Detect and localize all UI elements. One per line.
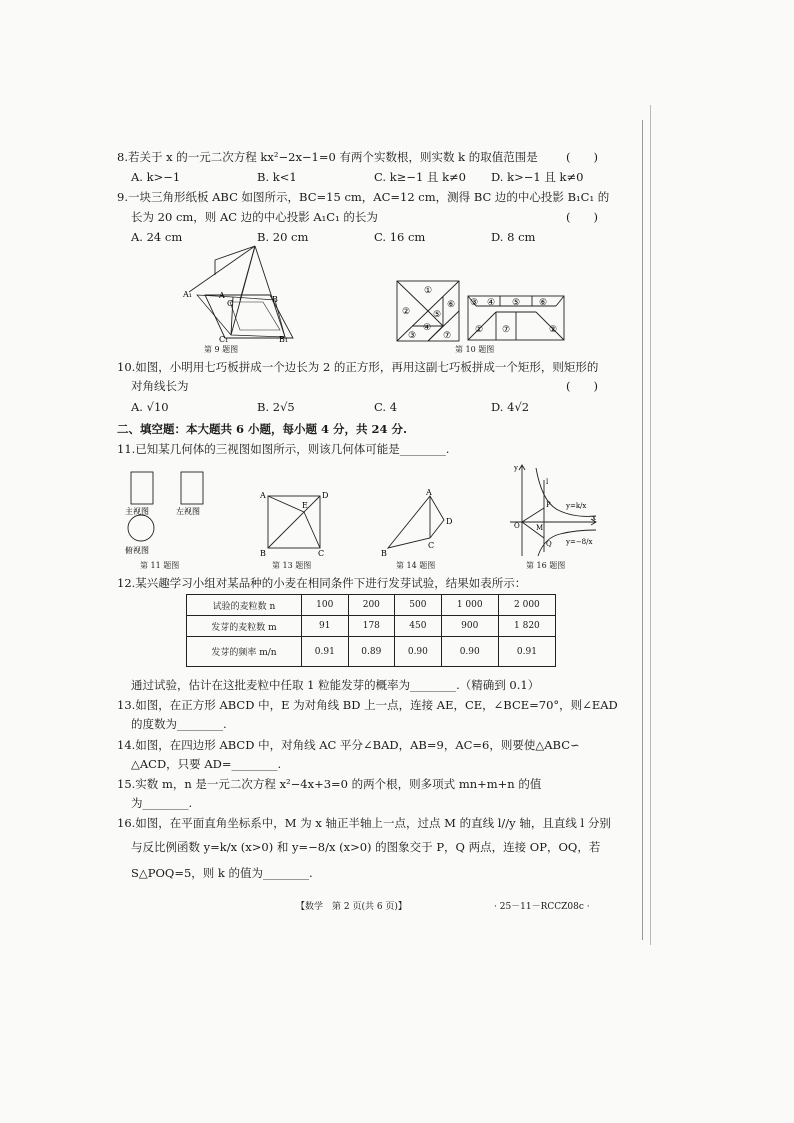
table-cell: 0.89 — [348, 637, 395, 667]
q8-option-b: B. k<1 — [257, 170, 297, 184]
q9-option-c: C. 16 cm — [374, 230, 426, 244]
q13-label-a: A — [260, 491, 266, 500]
q16-line1: 16.如图，在平面直角坐标系中，M 为 x 轴正半轴上一点，过点 M 的直线 l//y 轴，且直线 l 分别 — [117, 816, 611, 830]
q13-label-c: C — [318, 549, 325, 558]
table-cell: 450 — [395, 616, 442, 637]
q13-figure — [256, 488, 336, 558]
q14-line2: △ACD，只要 AD=________. — [131, 757, 282, 771]
q10-line2: 对角线长为 — [131, 379, 189, 393]
q10-left-piece-1: ① — [424, 286, 433, 296]
q14-line1: 14.如图，在四边形 ABCD 中，对角线 AC 平分∠BAD，AB=9，AC=6，则要使△ABC∽ — [117, 738, 580, 752]
section-fill-in-title: 二、填空题：本大题共 6 小题，每小题 4 分，共 24 分. — [117, 422, 408, 436]
table-cell: 1 820 — [498, 616, 555, 637]
q9-label-b1: B₁ — [279, 335, 289, 344]
table-row — [187, 595, 556, 616]
table-cell: 900 — [441, 616, 498, 637]
q11-top-view-label: 俯视图 — [125, 546, 149, 555]
table-row — [187, 637, 556, 667]
q12-table — [186, 594, 556, 667]
q9-caption: 第 9 题图 — [204, 345, 239, 354]
q16-label-p: P — [546, 501, 551, 509]
q13-line1: 13.如图，在正方形 ABCD 中，E 为对角线 BD 上一点，连接 AE，CE，∠BCE=70°，则∠EAD — [117, 698, 618, 712]
q15-line2: 为________. — [131, 796, 193, 810]
q16-label-o: O — [514, 522, 520, 530]
q10-left-piece-3: ③ — [408, 331, 417, 341]
q8-stem: 8.若关于 x 的一元二次方程 kx²−2x−1=0 有两个实数根，则实数 k 的取值范围是 — [117, 150, 538, 164]
scan-edge-line — [650, 105, 651, 945]
table-row-head: 试验的麦粒数 n — [187, 595, 302, 616]
q16-function-2: y=−8/x — [566, 538, 593, 546]
q11-text: 11.已知某几何体的三视图如图所示，则该几何体可能是________. — [117, 442, 450, 456]
table-row — [187, 616, 556, 637]
q16-label-m: M — [536, 524, 544, 532]
q11-caption: 第 11 题图 — [140, 561, 180, 570]
q9-figure — [175, 240, 300, 352]
q15-line1: 15.实数 m，n 是一元二次方程 x²−4x+3=0 的两个根，则多项式 mn+m+n 的值 — [117, 777, 542, 791]
q13-line2: 的度数为________. — [131, 717, 227, 731]
q10-paren: ( ) — [566, 379, 598, 393]
q10-left-piece-5: ⑤ — [433, 310, 442, 320]
q16-function-1: y=k/x — [566, 502, 587, 510]
q10-option-d: D. 4√2 — [491, 400, 530, 414]
table-cell: 0.90 — [441, 637, 498, 667]
q8-option-c: C. k≥−1 且 k≠0 — [374, 170, 466, 184]
q13-label-b: B — [260, 549, 266, 558]
q9-option-a: A. 24 cm — [131, 230, 183, 244]
table-cell: 0.91 — [302, 637, 349, 667]
table-row-head: 发芽的频率 m/n — [187, 637, 302, 667]
table-cell: 0.91 — [498, 637, 555, 667]
q16-line2: 与反比例函数 y=k/x (x>0) 和 y=−8/x (x>0) 的图象交于 P，Q 两点，连接 OP，OQ，若 — [131, 840, 601, 854]
q9-paren: ( ) — [566, 210, 598, 224]
q14-caption: 第 14 题图 — [396, 561, 436, 570]
q10-caption: 第 10 题图 — [455, 345, 495, 354]
q10-right-piece-6: ⑥ — [539, 298, 548, 308]
q14-label-b: B — [381, 549, 387, 558]
q10-right-piece-3: ③ — [470, 298, 479, 308]
q9-label-c1: C₁ — [219, 335, 229, 344]
q10-right-piece-5: ⑤ — [512, 298, 521, 308]
q16-label-l: l — [546, 478, 549, 486]
q14-label-d: D — [446, 517, 453, 526]
q8-paren: ( ) — [566, 150, 598, 164]
q11-left-view-label: 左视图 — [176, 507, 200, 516]
q9-line2: 长为 20 cm，则 AC 边的中心投影 A₁C₁ 的长为 — [131, 210, 378, 224]
page-footer: 【数学 第 2 页(共 6 页)】 — [296, 902, 407, 912]
q16-figure — [508, 462, 600, 560]
q14-label-c: C — [428, 541, 435, 550]
q11-front-view-label: 主视图 — [125, 507, 149, 516]
page-code: · 25－11－RCCZ08c · — [494, 902, 590, 912]
q8-option-a: A. k>−1 — [131, 170, 181, 184]
q10-right-piece-4: ④ — [487, 298, 496, 308]
q9-label-c: C — [227, 299, 234, 308]
q10-option-c: C. 4 — [374, 400, 398, 414]
table-cell: 0.90 — [395, 637, 442, 667]
q9-label-a: A — [219, 291, 225, 300]
q9-label-a1: A₁ — [183, 290, 192, 299]
q12-stem: 12.某兴趣学习小组对某品种的小麦在相同条件下进行发芽试验，结果如表所示： — [117, 576, 527, 590]
table-cell: 1 000 — [441, 595, 498, 616]
q16-caption: 第 16 题图 — [526, 561, 566, 570]
table-cell: 178 — [348, 616, 395, 637]
q9-option-d: D. 8 cm — [491, 230, 536, 244]
q13-label-d: D — [322, 491, 329, 500]
table-cell: 200 — [348, 595, 395, 616]
q10-right-piece-2: ② — [549, 325, 558, 335]
q10-option-a: A. √10 — [131, 400, 169, 414]
q9-label-b: B — [272, 295, 278, 304]
q13-caption: 第 13 题图 — [272, 561, 312, 570]
q10-line1: 10.如图，小明用七巧板拼成一个边长为 2 的正方形，再用这副七巧板拼成一个矩形，则矩形的 — [117, 360, 599, 374]
q10-right-piece-7: ⑦ — [502, 325, 511, 335]
q10-figure — [396, 280, 566, 342]
table-cell: 100 — [302, 595, 349, 616]
q13-label-e: E — [302, 501, 308, 510]
scan-edge-line — [642, 120, 643, 940]
table-row-head: 发芽的麦粒数 m — [187, 616, 302, 637]
q11-figure — [124, 468, 220, 560]
q10-left-piece-2: ② — [402, 307, 411, 317]
q9-line1: 9.一块三角形纸板 ABC 如图所示，BC=15 cm，AC=12 cm，测得 BC 边的中心投影 B₁C₁ 的 — [117, 190, 610, 204]
q16-axis-x: x — [592, 514, 596, 522]
q16-line3: S△POQ=5，则 k 的值为________. — [131, 866, 313, 880]
q10-left-piece-4: ④ — [423, 323, 432, 333]
q16-axis-y: y — [514, 464, 518, 472]
table-cell: 91 — [302, 616, 349, 637]
q12-after: 通过试验，估计在这批麦粒中任取 1 粒能发芽的概率为________.（精确到 0.1） — [131, 678, 540, 692]
q10-left-piece-7: ⑦ — [443, 331, 452, 341]
q14-figure — [378, 486, 458, 558]
q9-option-b: B. 20 cm — [257, 230, 309, 244]
q10-right-piece-1: ① — [475, 325, 484, 335]
q14-label-a: A — [426, 488, 432, 497]
q10-left-piece-6: ⑥ — [447, 300, 456, 310]
q10-option-b: B. 2√5 — [257, 400, 295, 414]
q16-label-q: Q — [546, 540, 552, 548]
table-cell: 2 000 — [498, 595, 555, 616]
table-cell: 500 — [395, 595, 442, 616]
q8-option-d: D. k>−1 且 k≠0 — [491, 170, 584, 184]
